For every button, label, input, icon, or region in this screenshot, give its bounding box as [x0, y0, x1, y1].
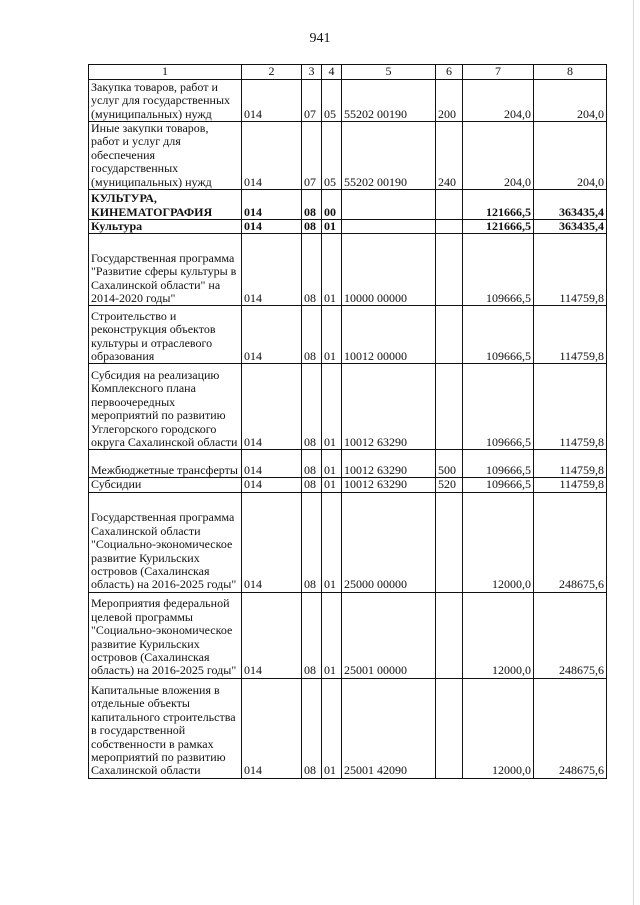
subsection-code-cell: 01: [322, 220, 342, 234]
expense-type-cell: [436, 220, 463, 234]
row-name-cell: Субсидия на реализацию Комплексного плана первоочередных мероприятий по развитию Углегорского городского округа Сахалинской области: [89, 364, 242, 450]
table-row: [89, 190, 607, 220]
subsection-code-cell: 01: [322, 450, 342, 478]
section-code-cell: 08: [302, 190, 322, 220]
column-header-3: 3: [302, 65, 322, 80]
column-header-7: 7: [463, 65, 534, 80]
amount-col8-cell: 248675,6: [534, 592, 607, 678]
section-code-cell: 08: [302, 234, 322, 306]
ministry-code-cell: 014: [242, 80, 302, 122]
column-header-4: 4: [322, 65, 342, 80]
amount-col7-cell: 109666,5: [463, 364, 534, 450]
amount-col8-cell: 248675,6: [534, 678, 607, 778]
amount-col7-cell: 121666,5: [463, 220, 534, 234]
amount-col7-cell: 12000,0: [463, 492, 534, 592]
row-name-cell: Культура: [89, 220, 242, 234]
table-row: [89, 306, 607, 364]
subsection-code-cell: 01: [322, 234, 342, 306]
target-article-cell: 10000 00000: [342, 234, 436, 306]
row-name-cell: Капитальные вложения в отдельные объекты капитального строительства в государственной собственности в рамках мероприятий по развитию Сахалинской области: [89, 678, 242, 778]
ministry-code-cell: 014: [242, 234, 302, 306]
table-header-row: [89, 65, 607, 80]
row-name-cell: Межбюджетные трансферты: [89, 450, 242, 478]
ministry-code-cell: 014: [242, 678, 302, 778]
ministry-code-cell: 014: [242, 478, 302, 492]
amount-col8-cell: 114759,8: [534, 234, 607, 306]
subsection-code-cell: 05: [322, 122, 342, 190]
expense-type-cell: [436, 364, 463, 450]
ministry-code-cell: 014: [242, 592, 302, 678]
table-row: [89, 592, 607, 678]
subsection-code-cell: 01: [322, 478, 342, 492]
table-row: [89, 364, 607, 450]
section-code-cell: 08: [302, 306, 322, 364]
row-name-cell: Субсидии: [89, 478, 242, 492]
expense-type-cell: [436, 234, 463, 306]
target-article-cell: 55202 00190: [342, 122, 436, 190]
section-code-cell: 08: [302, 492, 322, 592]
section-code-cell: 08: [302, 450, 322, 478]
target-article-cell: 25001 00000: [342, 592, 436, 678]
subsection-code-cell: 05: [322, 80, 342, 122]
subsection-code-cell: 01: [322, 492, 342, 592]
subsection-code-cell: 00: [322, 190, 342, 220]
target-article-cell: [342, 220, 436, 234]
row-name-cell: Мероприятия федеральной целевой программы "Социально-экономическое развитие Курильских островов (Сахалинская область) на 2016-2025 годы": [89, 592, 242, 678]
row-name-cell: Иные закупки товаров, работ и услуг для обеспечения государственных (муниципальных) нужд: [89, 122, 242, 190]
ministry-code-cell: 014: [242, 492, 302, 592]
row-name-cell: Строительство и реконструкция объектов культуры и отраслевого образования: [89, 306, 242, 364]
column-header-2: 2: [242, 65, 302, 80]
row-name-cell: КУЛЬТУРА, КИНЕМАТОГРАФИЯ: [89, 190, 242, 220]
amount-col7-cell: 204,0: [463, 122, 534, 190]
expense-type-cell: [436, 492, 463, 592]
table-row: [89, 492, 607, 592]
amount-col7-cell: 12000,0: [463, 678, 534, 778]
amount-col7-cell: 109666,5: [463, 478, 534, 492]
section-code-cell: 08: [302, 220, 322, 234]
amount-col8-cell: 114759,8: [534, 450, 607, 478]
expense-type-cell: 200: [436, 80, 463, 122]
amount-col8-cell: 114759,8: [534, 478, 607, 492]
expense-type-cell: 500: [436, 450, 463, 478]
table-row: [89, 678, 607, 778]
ministry-code-cell: 014: [242, 306, 302, 364]
expense-type-cell: 520: [436, 478, 463, 492]
table-row: [89, 80, 607, 122]
amount-col8-cell: 114759,8: [534, 306, 607, 364]
amount-col8-cell: 204,0: [534, 80, 607, 122]
expense-type-cell: [436, 306, 463, 364]
ministry-code-cell: 014: [242, 450, 302, 478]
expense-type-cell: [436, 190, 463, 220]
section-code-cell: 07: [302, 122, 322, 190]
section-code-cell: 08: [302, 678, 322, 778]
page-number: 941: [309, 31, 331, 46]
table-row: [89, 234, 607, 306]
subsection-code-cell: 01: [322, 592, 342, 678]
subsection-code-cell: 01: [322, 364, 342, 450]
amount-col7-cell: 109666,5: [463, 450, 534, 478]
amount-col8-cell: 363435,4: [534, 220, 607, 234]
table-row: [89, 450, 607, 478]
amount-col8-cell: 204,0: [534, 122, 607, 190]
ministry-code-cell: 014: [242, 190, 302, 220]
budget-table: [88, 64, 607, 779]
expense-type-cell: 240: [436, 122, 463, 190]
table-row: [89, 220, 607, 234]
row-name-cell: Государственная программа Сахалинской области "Социально-экономическое развитие Курильских островов (Сахалинская область) на 2016-2025 годы": [89, 492, 242, 592]
section-code-cell: 08: [302, 478, 322, 492]
row-name-cell: Государственная программа "Развитие сферы культуры в Сахалинской области" на 2014-2020 годы": [89, 234, 242, 306]
table-row: [89, 478, 607, 492]
amount-col8-cell: 363435,4: [534, 190, 607, 220]
amount-col7-cell: 109666,5: [463, 234, 534, 306]
target-article-cell: 10012 63290: [342, 364, 436, 450]
expense-type-cell: [436, 678, 463, 778]
target-article-cell: 10012 00000: [342, 306, 436, 364]
expense-type-cell: [436, 592, 463, 678]
section-code-cell: 08: [302, 592, 322, 678]
table-body: [89, 80, 607, 779]
column-header-1: 1: [89, 65, 242, 80]
target-article-cell: 25001 42090: [342, 678, 436, 778]
target-article-cell: [342, 190, 436, 220]
amount-col7-cell: 109666,5: [463, 306, 534, 364]
amount-col8-cell: 248675,6: [534, 492, 607, 592]
amount-col7-cell: 204,0: [463, 80, 534, 122]
table-row: [89, 122, 607, 190]
column-header-5: 5: [342, 65, 436, 80]
target-article-cell: 10012 63290: [342, 450, 436, 478]
amount-col7-cell: 121666,5: [463, 190, 534, 220]
amount-col7-cell: 12000,0: [463, 592, 534, 678]
ministry-code-cell: 014: [242, 220, 302, 234]
subsection-code-cell: 01: [322, 678, 342, 778]
column-header-8: 8: [534, 65, 607, 80]
target-article-cell: 10012 63290: [342, 478, 436, 492]
ministry-code-cell: 014: [242, 122, 302, 190]
target-article-cell: 25000 00000: [342, 492, 436, 592]
section-code-cell: 07: [302, 80, 322, 122]
amount-col8-cell: 114759,8: [534, 364, 607, 450]
ministry-code-cell: 014: [242, 364, 302, 450]
target-article-cell: 55202 00190: [342, 80, 436, 122]
section-code-cell: 08: [302, 364, 322, 450]
scan-edge-line: [633, 0, 634, 905]
row-name-cell: Закупка товаров, работ и услуг для государственных (муниципальных) нужд: [89, 80, 242, 122]
subsection-code-cell: 01: [322, 306, 342, 364]
column-header-6: 6: [436, 65, 463, 80]
